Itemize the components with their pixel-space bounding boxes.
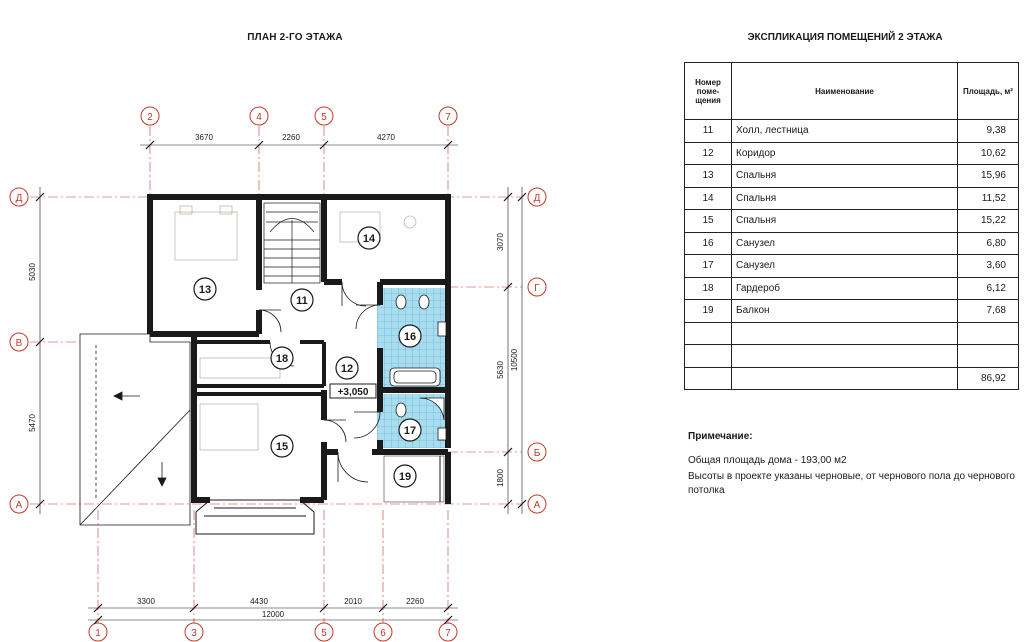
room-number-11: 11: [296, 295, 308, 307]
axis-label-right: Г: [534, 283, 540, 294]
dim-top: 3670: [195, 133, 213, 142]
cell-name: Холл, лестница: [732, 120, 958, 143]
room-number-13: 13: [198, 284, 212, 296]
cell-number: 12: [685, 142, 732, 165]
axis-label-right: А: [533, 500, 541, 511]
axis-label-left: Д: [15, 193, 23, 204]
table-row: [685, 187, 1019, 210]
axis-label-bottom: 5: [321, 628, 327, 639]
axis-label-top: 4: [256, 112, 262, 123]
dim-top: 2260: [282, 133, 300, 142]
room-number-12: 12: [340, 363, 354, 375]
notes: [688, 430, 1018, 500]
axis-label-bottom: 3: [191, 628, 197, 639]
dim-bottom: 2260: [406, 597, 424, 606]
explication-table: [684, 62, 1019, 390]
axis-label-right: Д: [533, 193, 541, 204]
axis-label-left: В: [15, 338, 23, 349]
axis-label-bottom: 1: [95, 628, 101, 639]
axis-label-bottom: 7: [445, 628, 451, 639]
table-row: [685, 232, 1019, 255]
table-row: [685, 300, 1019, 323]
cell-name: Балкон: [732, 300, 958, 323]
header-name: Наименование: [732, 63, 958, 120]
plan-title: ПЛАН 2-ГО ЭТАЖА: [247, 32, 343, 43]
room-number-14: 14: [362, 233, 376, 245]
dim-left: 5470: [28, 414, 37, 432]
cell-name: Санузел: [732, 255, 958, 278]
table-row: [685, 120, 1019, 143]
cell-name: Коридор: [732, 142, 958, 165]
cell-area: 15,96: [958, 165, 1019, 188]
dim-left: 5030: [28, 263, 37, 281]
cell-area: 9,38: [958, 120, 1019, 143]
dim-right: 3070: [496, 233, 505, 251]
axis-label-bottom: 6: [380, 628, 386, 639]
cell-area: 3,60: [958, 255, 1019, 278]
dim-right-total: 10500: [510, 348, 519, 372]
dim-bottom-total: 12000: [261, 610, 285, 619]
cell-area: 6,12: [958, 277, 1019, 300]
table-row-total: [685, 367, 1019, 390]
room-number-15: 15: [275, 441, 289, 453]
dim-bottom: 3300: [137, 597, 155, 606]
axis-label-left: А: [15, 500, 23, 511]
table-row: [685, 210, 1019, 233]
room-number-16: 16: [403, 331, 417, 343]
cell-area: 7,68: [958, 300, 1019, 323]
table-row: [685, 165, 1019, 188]
dim-right: 5630: [496, 361, 505, 379]
table-row-empty: [685, 345, 1019, 368]
table-row: [685, 277, 1019, 300]
table-row: [685, 255, 1019, 278]
cell-number: 18: [685, 277, 732, 300]
level-mark: +3,050: [337, 387, 369, 398]
axis-label-top: 5: [321, 112, 327, 123]
notes-total-area: Общая площадь дома - 193,00 м2: [688, 455, 847, 466]
staircase: [264, 203, 320, 283]
cell-name: Гардероб: [732, 277, 958, 300]
dim-bottom: 4430: [250, 597, 268, 606]
cell-number: 17: [685, 255, 732, 278]
cell-number: 16: [685, 232, 732, 255]
cell-number: 13: [685, 165, 732, 188]
cell-area: 11,52: [958, 187, 1019, 210]
dimension-lines: [36, 141, 526, 624]
cell-area: 6,80: [958, 232, 1019, 255]
partitions: [194, 342, 324, 394]
axis-label-top: 2: [147, 112, 153, 123]
room-number-18: 18: [275, 353, 289, 365]
table-row: [685, 142, 1019, 165]
cell-name: Спальня: [732, 165, 958, 188]
axis-label-top: 7: [445, 112, 451, 123]
roof-below: [80, 334, 190, 525]
room-number-19: 19: [398, 471, 412, 483]
notes-heights: Высоты в проекте указаны черновые, от чернового пола до чернового потолка: [688, 471, 1015, 496]
cell-area: 15,22: [958, 210, 1019, 233]
table-header-row: [685, 63, 1019, 120]
table-row-empty: [685, 322, 1019, 345]
cell-number: 14: [685, 187, 732, 210]
cell-number: 19: [685, 300, 732, 323]
cell-number: 11: [685, 120, 732, 143]
dim-top: 4270: [377, 133, 395, 142]
axis-bubbles: [10, 107, 546, 641]
total-area: 86,92: [958, 367, 1019, 390]
dim-bottom: 2010: [344, 597, 362, 606]
cell-number: 15: [685, 210, 732, 233]
cell-name: Санузел: [732, 232, 958, 255]
notes-heading: Примечание:: [688, 431, 753, 442]
header-area: Площадь, м²: [958, 63, 1019, 120]
cell-area: 10,62: [958, 142, 1019, 165]
dim-right: 1800: [496, 469, 505, 487]
cell-name: Спальня: [732, 210, 958, 233]
room-number-17: 17: [403, 425, 417, 437]
header-number: Номер поме-щения: [685, 63, 732, 120]
explication-title: ЭКСПЛИКАЦИЯ ПОМЕЩЕНИЙ 2 ЭТАЖА: [747, 32, 943, 43]
cell-name: Спальня: [732, 187, 958, 210]
axis-label-right: Б: [533, 448, 541, 459]
